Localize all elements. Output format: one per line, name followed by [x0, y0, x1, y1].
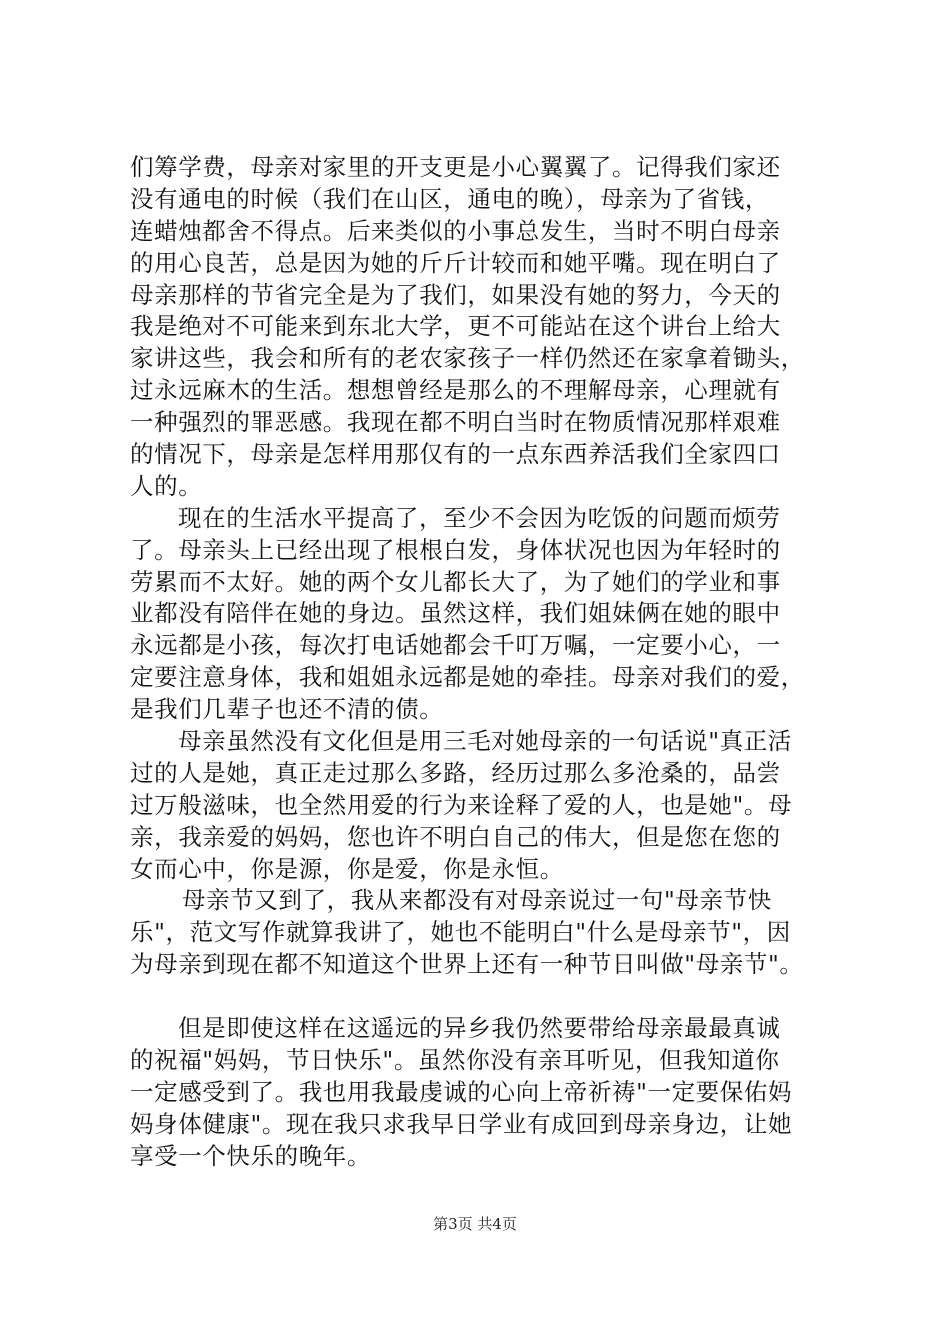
paragraph-4-line-1: 母亲节又到了，我从来都没有对母亲说过一句"母亲节快: [182, 886, 772, 915]
paragraph-1-line-10: 的情况下，母亲是怎样用那仅有的一点东西养活我们全家四口: [130, 440, 781, 469]
paragraph-2-line-5: 永远都是小孩，每次打电话她都会千叮万嘱，一定要小心，一: [130, 631, 781, 660]
paragraph-1-line-3: 连蜡烛都舍不得点。后来类似的小事总发生，当时不明白母亲: [130, 216, 781, 245]
paragraph-5-line-4: 妈身体健康"。现在我只求我早日学业有成回到母亲身边，让她: [130, 1109, 793, 1138]
paragraph-4-line-3: 为母亲到现在都不知道这个世界上还有一种节日叫做"母亲节"。: [130, 950, 804, 979]
paragraph-3-line-4: 亲，我亲爱的妈妈，您也许不明白自己的伟大，但是您在您的: [130, 822, 781, 851]
document-body: [130, 152, 830, 1173]
paragraph-2-line-1: 现在的生活水平提高了，至少不会因为吃饭的问题而烦劳: [178, 503, 781, 532]
paragraph-3-line-5: 女而心中，你是源，你是爱，你是永恒。: [130, 854, 564, 883]
paragraph-1-line-11: 人的。: [130, 471, 203, 500]
paragraph-1-line-5: 母亲那样的节省完全是为了我们，如果没有她的努力，今天的: [130, 280, 781, 309]
paragraph-1-line-6: 我是绝对不可能来到东北大学，更不可能站在这个讲台上给大: [130, 312, 781, 341]
paragraph-3-line-1: 母亲虽然没有文化但是用三毛对她母亲的一句话说"真正活: [178, 727, 792, 756]
paragraph-5-line-1: 但是即使这样在这遥远的异乡我仍然要带给母亲最最真诚: [178, 1014, 781, 1043]
paragraph-1-line-4: 的用心良苦，总是因为她的斤斤计较而和她平嘴。现在明白了: [130, 248, 781, 277]
page-number-footer: 第3页 共4页: [433, 1215, 517, 1233]
paragraph-1-line-8: 过永远麻木的生活。想想曾经是那么的不理解母亲，心理就有: [130, 376, 781, 405]
paragraph-5-line-5: 享受一个快乐的晚年。: [130, 1141, 371, 1170]
paragraph-3-line-2: 过的人是她，真正走过那么多路，经历过那么多沧桑的，品尝: [130, 758, 781, 787]
paragraph-spacer: [130, 981, 830, 1013]
paragraph-2-line-7: 是我们几辈子也还不清的债。: [130, 695, 444, 724]
paragraph-2-line-3: 劳累而不太好。她的两个女儿都长大了，为了她们的学业和事: [130, 567, 781, 596]
paragraph-5-line-3: 一定感受到了。我也用我最虔诚的心向上帝祈祷"一定要保佑妈: [130, 1077, 793, 1106]
paragraph-4-line-2: 乐"，范文写作就算我讲了，她也不能明白"什么是母亲节"，因: [130, 918, 791, 947]
paragraph-1-line-9: 一种强烈的罪恶感。我现在都不明白当时在物质情况那样艰难: [130, 408, 781, 437]
paragraph-3-line-3: 过万般滋味，也全然用爱的行为来诠释了爱的人，也是她"。母: [130, 790, 793, 819]
paragraph-2-line-6: 定要注意身体，我和姐姐永远都是她的牵挂。母亲对我们的爱，: [130, 663, 805, 692]
paragraph-2-line-2: 了。母亲头上已经出现了根根白发，身体状况也因为年轻时的: [130, 535, 781, 564]
paragraph-1-line-1: 们筹学费，母亲对家里的开支更是小心翼翼了。记得我们家还: [130, 153, 781, 181]
paragraph-1-line-2: 没有通电的时候（我们在山区，通电的晚），母亲为了省钱，: [130, 184, 769, 213]
paragraph-2-line-4: 业都没有陪伴在她的身边。虽然这样，我们姐妹俩在她的眼中: [130, 599, 781, 628]
paragraph-5-line-2: 的祝福"妈妈，节日快乐"。虽然你没有亲耳听见，但我知道你: [130, 1045, 780, 1074]
paragraph-1-line-7: 家讲这些，我会和所有的老农家孩子一样仍然还在家拿着锄头，: [130, 344, 805, 373]
